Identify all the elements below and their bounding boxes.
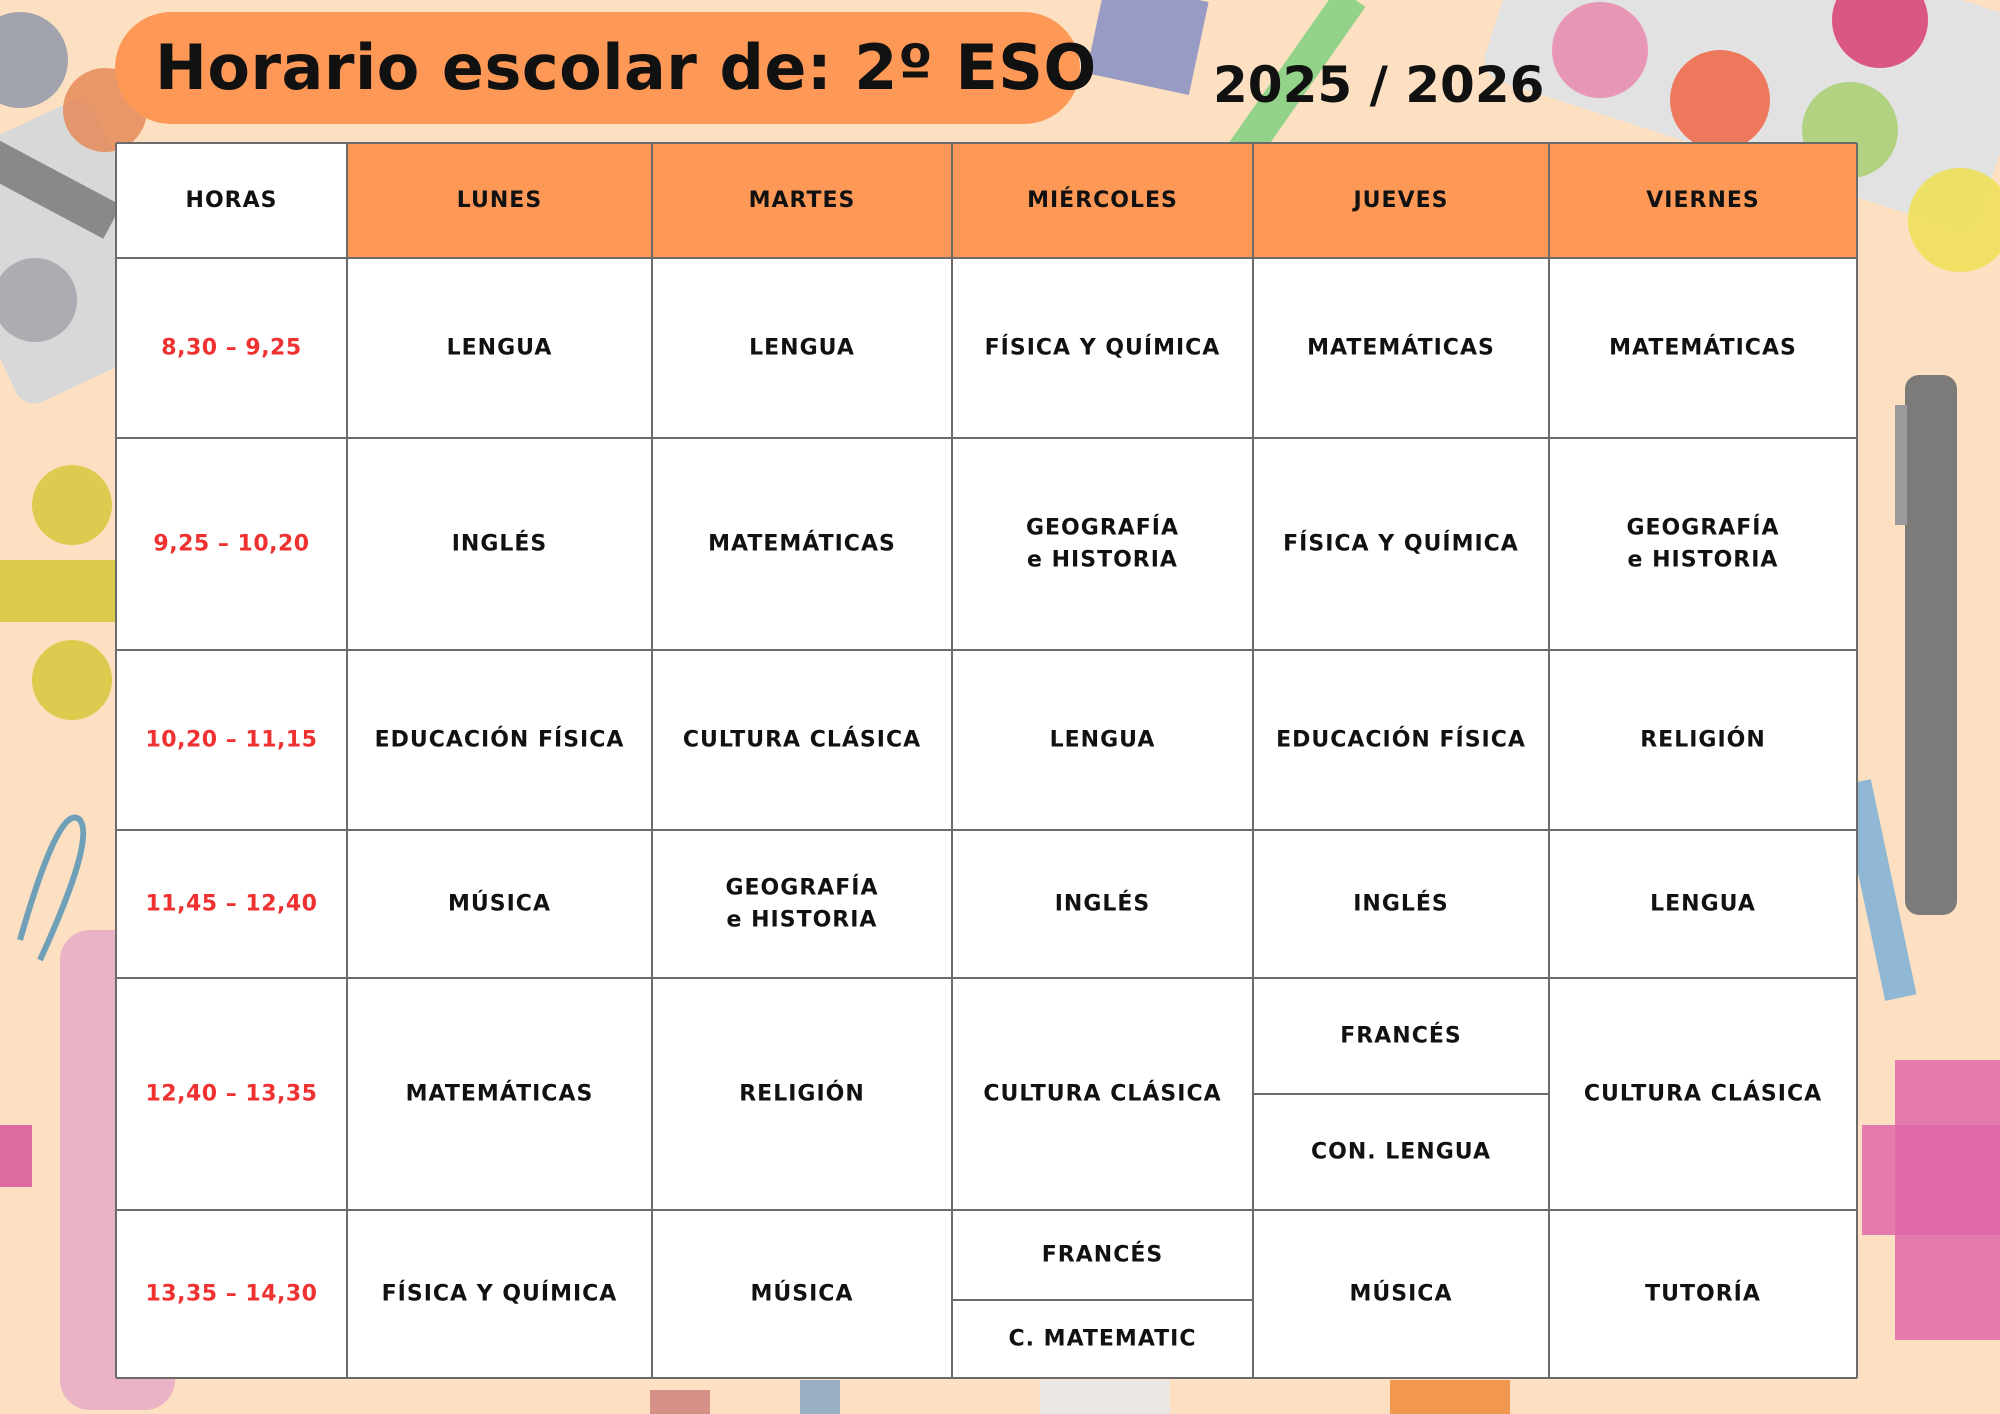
- subject-cell: FÍSICA Y QUÍMICA: [1283, 531, 1519, 557]
- header-day-5: VIERNES: [1646, 188, 1760, 213]
- header-day-1: LUNES: [456, 188, 543, 213]
- header-horas: HORAS: [185, 188, 278, 213]
- subject-cell: MATEMÁTICAS: [405, 1081, 594, 1107]
- subject-cell: MATEMÁTICAS: [1307, 335, 1495, 361]
- subject-cell: CULTURA CLÁSICA: [682, 727, 922, 753]
- time-slot: 12,40 – 13,35: [145, 1081, 318, 1107]
- subject-cell: MATEMÁTICAS: [1609, 335, 1797, 361]
- subject-cell: CON. LENGUA: [1310, 1139, 1492, 1165]
- subject-cell: MÚSICA: [750, 1281, 854, 1307]
- subject-cell: EDUCACIÓN FÍSICA: [374, 727, 625, 753]
- subject-cell: INGLÉS: [1054, 891, 1151, 917]
- subject-cell: e HISTORIA: [726, 907, 878, 933]
- subject-cell: RELIGIÓN: [1640, 727, 1766, 753]
- header-day-2: MARTES: [748, 188, 856, 213]
- subject-cell: GEOGRAFÍA: [1626, 515, 1780, 541]
- subject-cell: e HISTORIA: [1627, 547, 1779, 573]
- subject-cell: FÍSICA Y QUÍMICA: [381, 1281, 618, 1307]
- header-day-3: MIÉRCOLES: [1027, 188, 1178, 213]
- subject-cell: RELIGIÓN: [739, 1081, 865, 1107]
- subject-cell: INGLÉS: [451, 531, 548, 557]
- subject-cell: FRANCÉS: [1340, 1023, 1462, 1049]
- school-year: 2025 / 2026: [1213, 56, 1545, 114]
- subject-cell: LENGUA: [749, 335, 855, 361]
- header-day-4: JUEVES: [1353, 188, 1449, 213]
- subject-cell: INGLÉS: [1353, 891, 1449, 917]
- subject-cell: LENGUA: [1650, 891, 1756, 917]
- time-slot: 13,35 – 14,30: [145, 1281, 318, 1307]
- page-title: Horario escolar de: 2º ESO: [155, 31, 1097, 104]
- time-slot: 8,30 – 9,25: [161, 335, 302, 361]
- time-slot: 9,25 – 10,20: [153, 531, 310, 557]
- subject-cell: FRANCÉS: [1041, 1242, 1164, 1268]
- subject-cell: EDUCACIÓN FÍSICA: [1276, 727, 1526, 753]
- subject-cell: LENGUA: [446, 335, 553, 361]
- subject-cell: GEOGRAFÍA: [1025, 515, 1180, 541]
- subject-cell: MATEMÁTICAS: [708, 531, 896, 557]
- subject-cell: FÍSICA Y QUÍMICA: [984, 335, 1221, 361]
- subject-cell: TUTORÍA: [1645, 1281, 1761, 1307]
- subject-cell: MÚSICA: [1349, 1281, 1453, 1307]
- subject-cell: GEOGRAFÍA: [725, 875, 879, 901]
- subject-cell: e HISTORIA: [1027, 547, 1178, 573]
- subject-cell: CULTURA CLÁSICA: [1583, 1081, 1823, 1107]
- subject-cell: CULTURA CLÁSICA: [983, 1081, 1222, 1107]
- subject-cell: MÚSICA: [448, 891, 551, 917]
- table-background: [116, 143, 1857, 1378]
- subject-cell: LENGUA: [1049, 727, 1156, 753]
- time-slot: 10,20 – 11,15: [145, 727, 318, 753]
- time-slot: 11,45 – 12,40: [145, 891, 318, 917]
- subject-cell: C. MATEMATIC: [1008, 1326, 1197, 1352]
